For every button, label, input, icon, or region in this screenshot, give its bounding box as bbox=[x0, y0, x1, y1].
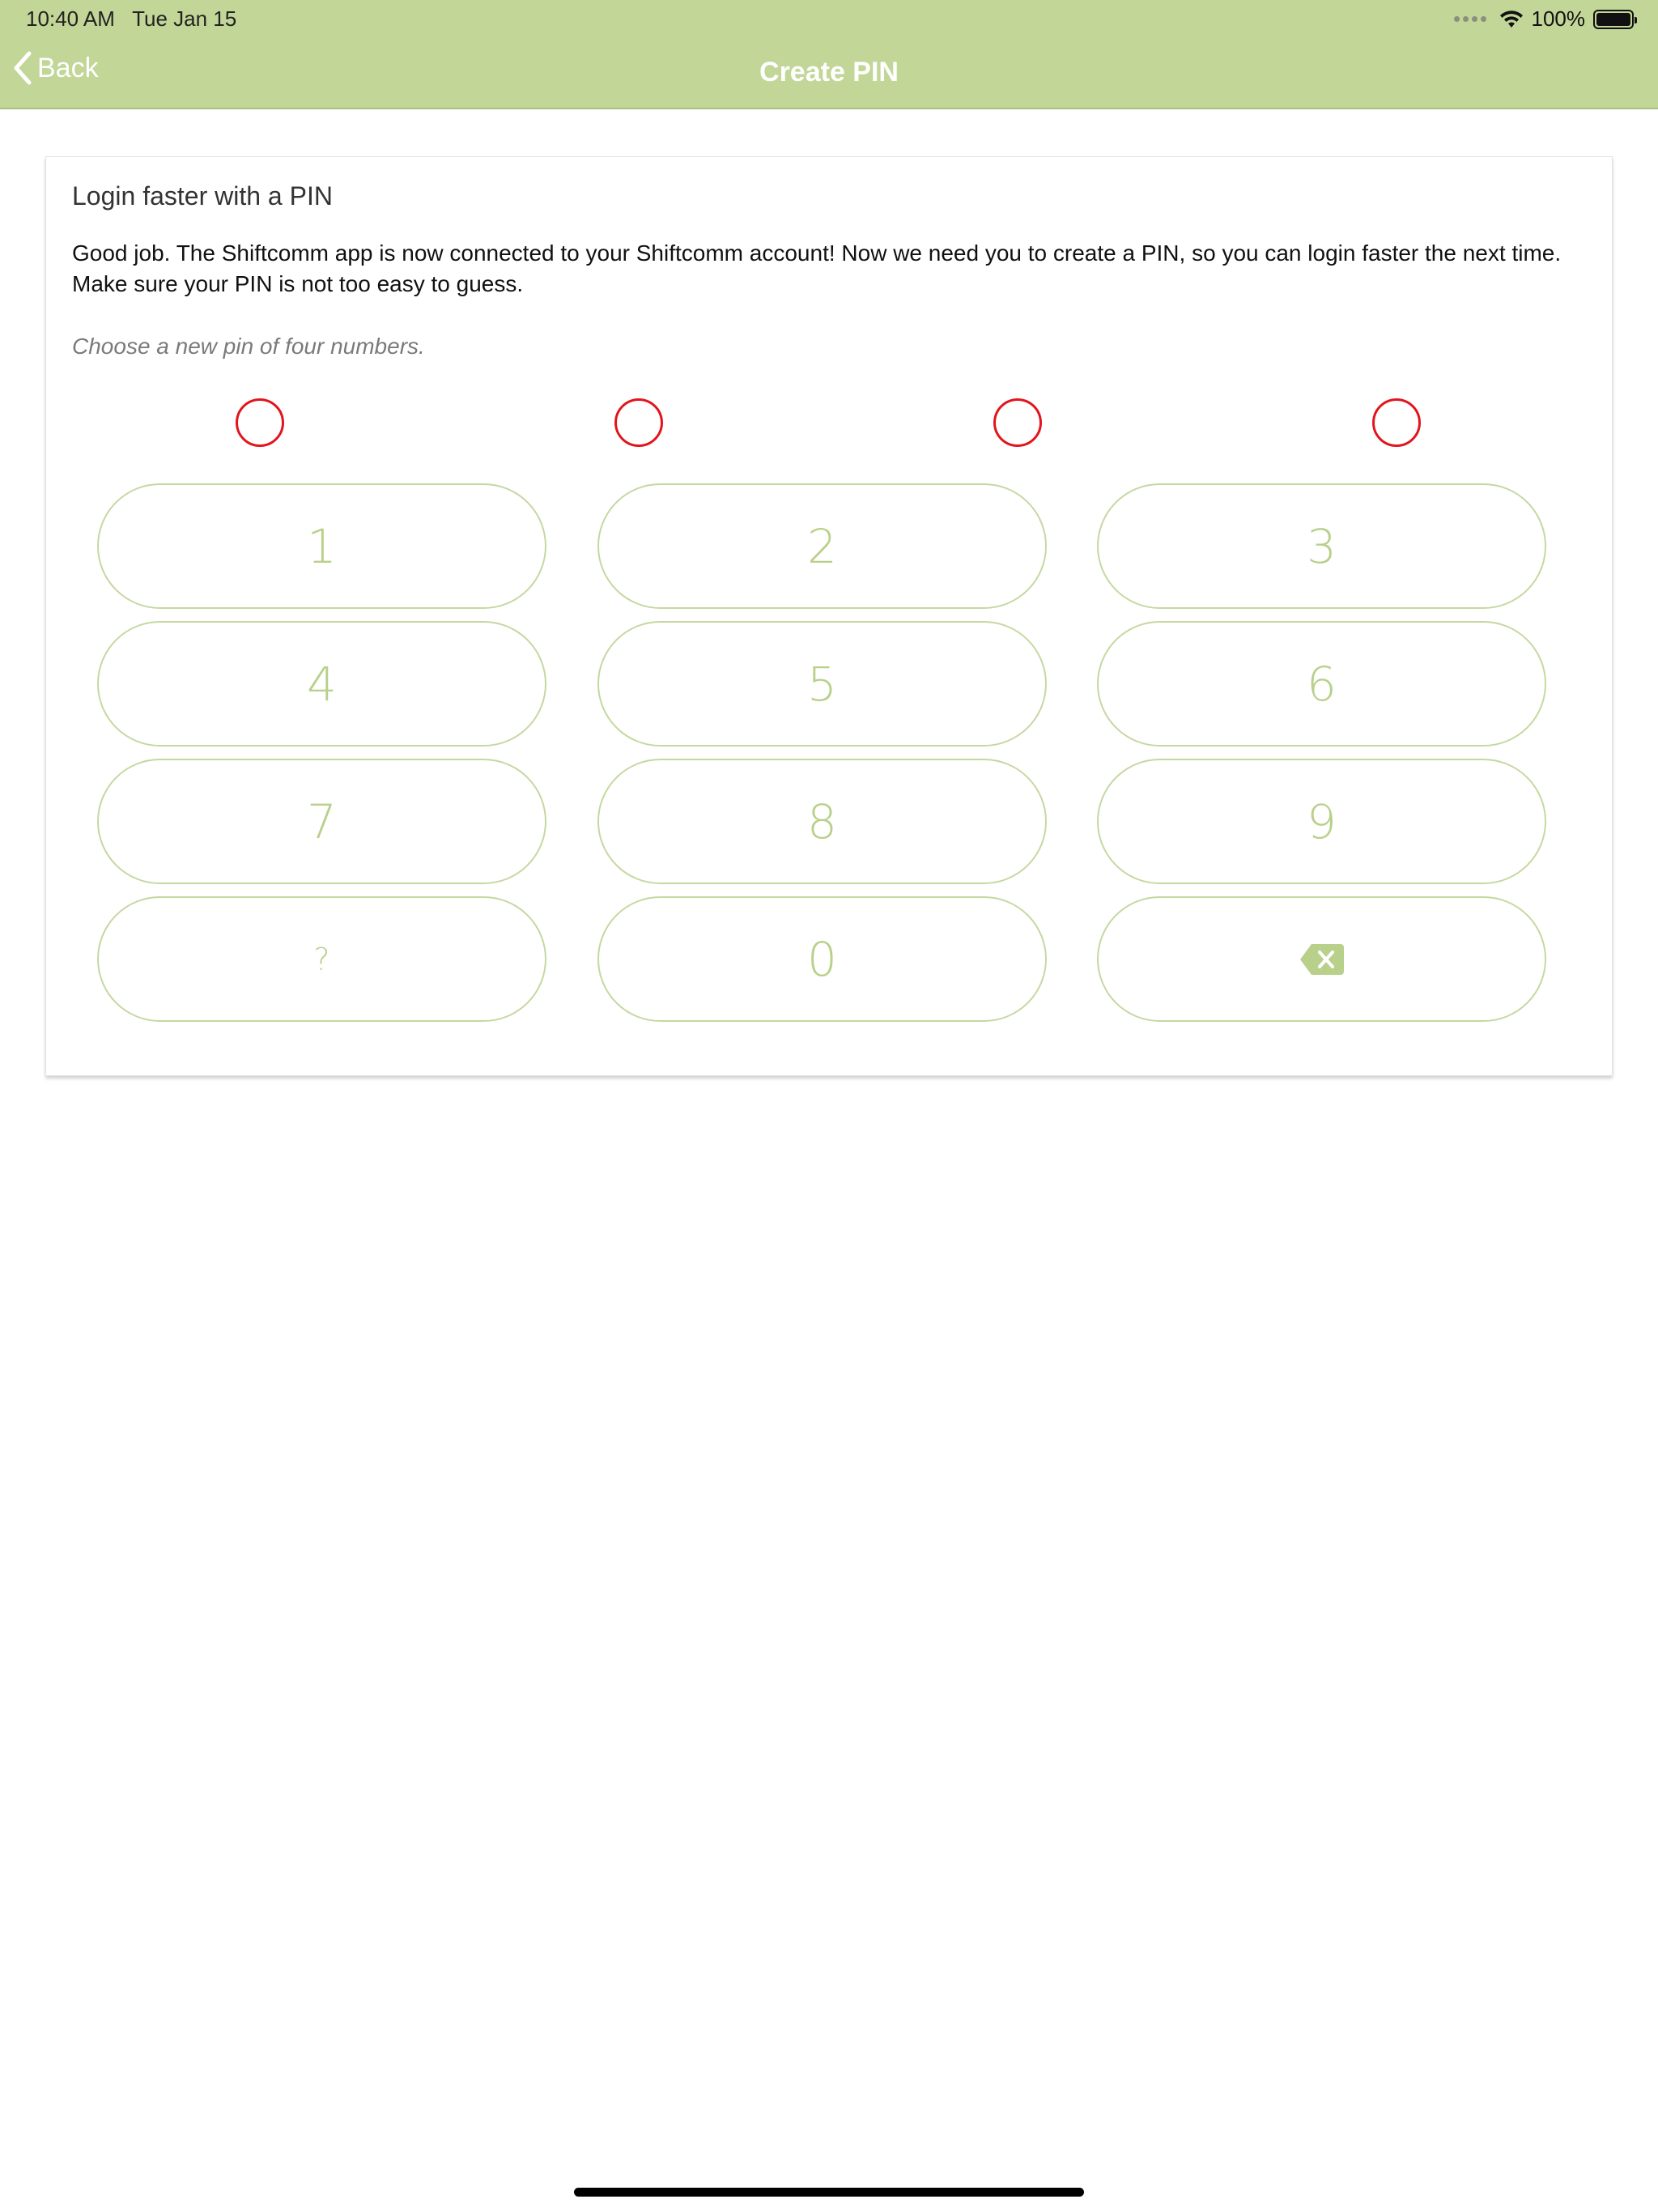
keypad-key-5[interactable]: 5 bbox=[597, 621, 1047, 747]
home-indicator[interactable] bbox=[574, 2188, 1084, 2197]
back-button-label: Back bbox=[37, 52, 99, 83]
keypad-key-2[interactable]: 2 bbox=[597, 483, 1047, 609]
pin-indicator-3 bbox=[993, 398, 1042, 447]
pin-indicator-1 bbox=[236, 398, 284, 447]
keypad-key-0[interactable]: 0 bbox=[597, 896, 1047, 1022]
keypad-key-4[interactable]: 4 bbox=[97, 621, 546, 747]
page-title: Create PIN bbox=[759, 57, 899, 87]
status-bar-right bbox=[1454, 6, 1635, 32]
app-header bbox=[0, 0, 1658, 109]
keypad-key-8[interactable]: 8 bbox=[597, 759, 1047, 884]
keypad-key-6[interactable]: 6 bbox=[1097, 621, 1546, 747]
status-bar-time bbox=[26, 6, 236, 32]
pin-indicator-2 bbox=[614, 398, 663, 447]
wifi-icon bbox=[1499, 10, 1524, 29]
status-time: 10:40 AM bbox=[26, 6, 115, 31]
status-date: Tue Jan 15 bbox=[132, 6, 237, 31]
keypad-delete-button[interactable] bbox=[1097, 896, 1546, 1022]
keypad-key-3[interactable]: 3 bbox=[1097, 483, 1546, 609]
battery-icon bbox=[1593, 10, 1634, 29]
keypad-key-7[interactable]: 7 bbox=[97, 759, 546, 884]
cellular-signal-icon bbox=[1454, 16, 1486, 22]
backspace-icon bbox=[1299, 942, 1346, 976]
pin-indicator-4 bbox=[1372, 398, 1421, 447]
keypad-key-1[interactable]: 1 bbox=[97, 483, 546, 609]
card-title: Login faster with a PIN bbox=[72, 181, 333, 211]
keypad-key-help[interactable]: ? bbox=[97, 896, 546, 1022]
pin-card bbox=[45, 156, 1613, 1076]
card-description: Good job. The Shiftcomm app is now connected to your Shiftcomm account! Now we need you to create a PIN, so you can login faster the next time. Make sure your PIN is not too easy to guess. bbox=[72, 240, 1562, 296]
battery-percentage: 100% bbox=[1531, 6, 1585, 31]
keypad-key-9[interactable]: 9 bbox=[1097, 759, 1546, 884]
pin-hint: Choose a new pin of four numbers. bbox=[72, 334, 425, 359]
